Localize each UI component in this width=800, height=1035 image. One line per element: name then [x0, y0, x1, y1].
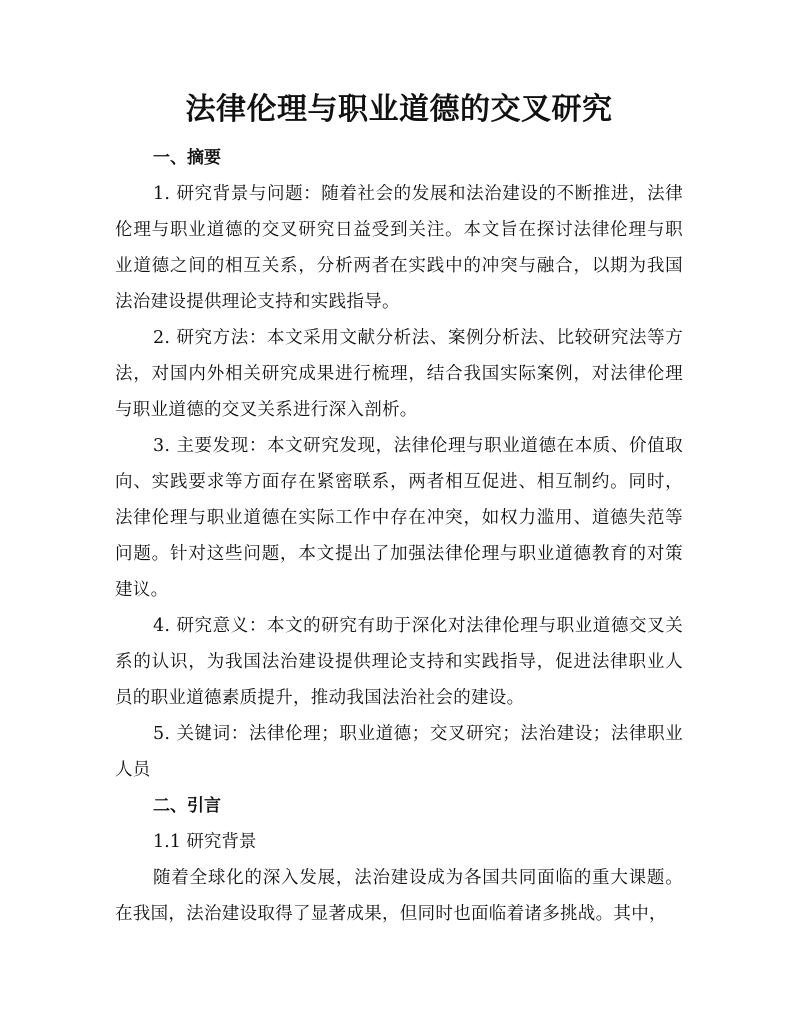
section-heading-abstract: 一、摘要	[153, 148, 221, 168]
abstract-item-methods: 2. 研究方法：本文采用文献分析法、案例分析法、比较研究法等方法，对国内外相关研究成果进行梳理，结合我国实际案例，对法律伦理与职业道德的交叉关系进行深入剖析。	[115, 328, 683, 420]
subsection-heading-background: 1.1 研究背景	[153, 832, 257, 852]
abstract-item-findings: 3. 主要发现：本文研究发现，法律伦理与职业道德在本质、价值取向、实践要求等方面存在紧密联系，两者相互促进、相互制约。同时，法律伦理与职业道德在实际工作中存在冲突，如权力滥用、道德失范等问题。针对这些问题，本文提出了加强法律伦理与职业道德教育的对策建议。	[115, 436, 683, 600]
intro-paragraph: 随着全球化的深入发展，法治建设成为各国共同面临的重大课题。在我国，法治建设取得了显著成果，但同时也面临着诸多挑战。其中，	[115, 868, 683, 924]
abstract-item-keywords: 5. 关键词：法律伦理；职业道德；交叉研究；法治建设；法律职业人员	[115, 724, 683, 780]
section-heading-introduction: 二、引言	[153, 796, 221, 816]
abstract-item-background: 1. 研究背景与问题：随着社会的发展和法治建设的不断推进，法律伦理与职业道德的交叉研究日益受到关注。本文旨在探讨法律伦理与职业道德之间的相互关系，分析两者在实践中的冲突与融合，以期为我国法治建设提供理论支持和实践指导。	[115, 184, 683, 312]
document-page	[115, 88, 683, 932]
abstract-item-significance: 4. 研究意义：本文的研究有助于深化对法律伦理与职业道德交叉关系的认识，为我国法治建设提供理论支持和实践指导，促进法律职业人员的职业道德素质提升，推动我国法治社会的建设。	[115, 616, 683, 708]
document-title: 法律伦理与职业道德的交叉研究	[185, 92, 613, 127]
